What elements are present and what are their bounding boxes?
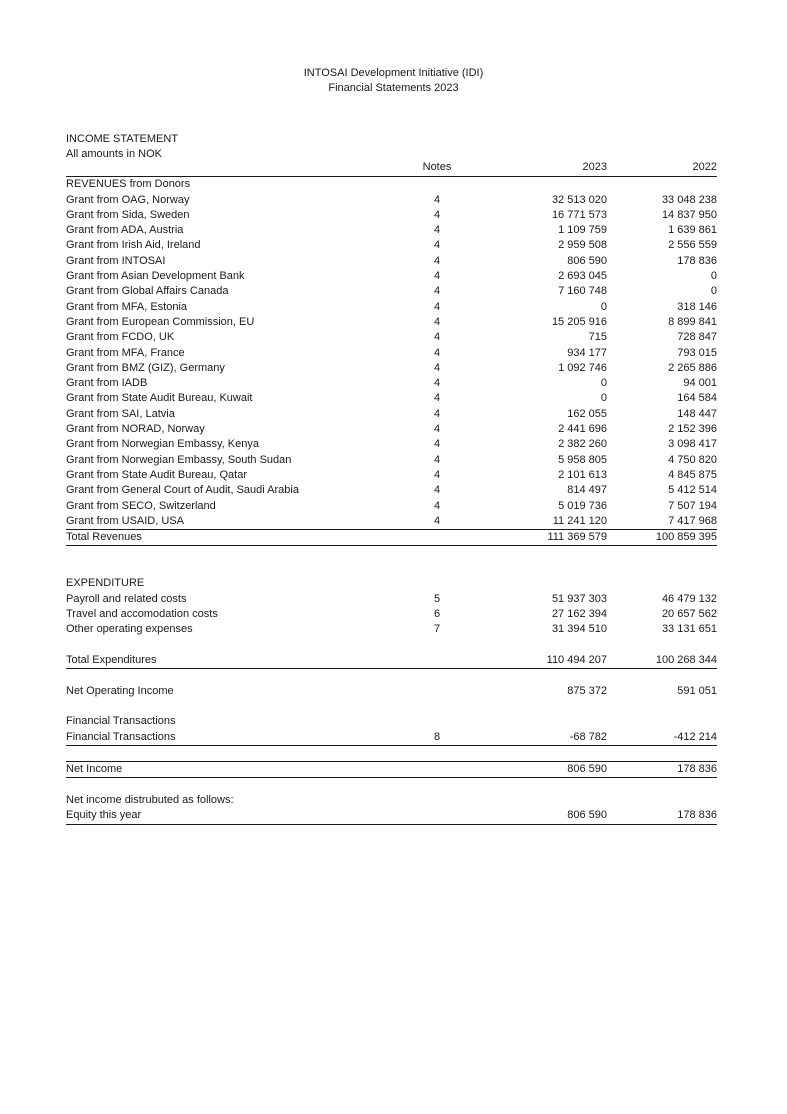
table-row <box>66 315 717 330</box>
row-value-2022: 148 447 <box>677 407 717 420</box>
financial-transactions-label: Financial Transactions <box>66 730 397 746</box>
table-row <box>66 483 717 498</box>
row-value-2023: 162 055 <box>567 407 607 420</box>
row-label: Grant from State Audit Bureau, Kuwait <box>66 392 253 405</box>
row-value-2022: 2 265 886 <box>668 361 717 374</box>
document-title-line1: INTOSAI Development Initiative (IDI) <box>303 67 484 79</box>
row-value-2022: 164 584 <box>677 392 717 405</box>
total-revenues-2023: 111 369 579 <box>477 530 607 546</box>
row-value-2022: 0 <box>710 285 717 298</box>
table-row <box>66 238 717 253</box>
row-notes: 4 <box>433 254 441 267</box>
row-notes: 4 <box>433 484 441 497</box>
row-value-2022: 1 639 861 <box>668 224 717 237</box>
table-row <box>66 269 717 284</box>
row-value-2023: 2 382 260 <box>558 438 607 451</box>
row-value-2023: 31 394 510 <box>551 623 607 636</box>
row-label: Grant from SAI, Latvia <box>66 407 175 420</box>
table-row <box>66 346 717 361</box>
row-value-2023: 5 019 736 <box>558 499 607 512</box>
row-value-2023: 0 <box>600 300 607 313</box>
table-row <box>66 361 717 376</box>
distribution-heading-row <box>66 793 717 808</box>
spacer <box>66 546 717 577</box>
row-label: Grant from USAID, USA <box>66 514 397 530</box>
table-row <box>66 453 717 468</box>
row-notes: 4 <box>433 346 441 359</box>
total-expenditures-2023: 110 494 207 <box>477 653 607 669</box>
row-label: Grant from FCDO, UK <box>66 331 175 344</box>
column-header-year-2022: 2022 <box>607 160 717 177</box>
currency-note: All amounts in NOK <box>66 148 162 160</box>
row-label: Grant from General Court of Audit, Saudi Arabia <box>66 484 299 497</box>
table-row <box>66 254 717 269</box>
row-label: Grant from Norwegian Embassy, South Sudan <box>66 453 292 466</box>
row-label: Grant from MFA, Estonia <box>66 300 188 313</box>
row-notes: 4 <box>433 300 441 313</box>
net-income-2023: 806 590 <box>477 761 607 777</box>
spacer <box>66 699 717 714</box>
row-value-2022: 14 837 950 <box>661 208 717 221</box>
spacer <box>66 638 717 653</box>
spacer <box>66 778 717 794</box>
financial-transactions-heading: Financial Transactions <box>66 715 176 728</box>
row-label: Grant from NORAD, Norway <box>66 423 205 436</box>
row-label: Travel and accomodation costs <box>66 608 218 621</box>
row-value-2023: 7 160 748 <box>558 285 607 298</box>
column-header-label <box>66 160 397 177</box>
table-row <box>66 223 717 238</box>
table-row <box>66 607 717 622</box>
row-notes: 6 <box>433 608 441 621</box>
table-row <box>66 208 717 223</box>
table-row <box>66 468 717 483</box>
total-expenditures-label: Total Expenditures <box>66 653 397 669</box>
row-value-2023: 2 101 613 <box>558 468 607 481</box>
row-notes: 4 <box>433 392 441 405</box>
row-value-2022: 793 015 <box>677 346 717 359</box>
row-notes: 4 <box>433 453 441 466</box>
row-label: Grant from Sida, Sweden <box>66 208 190 221</box>
equity-this-year-2023: 806 590 <box>477 808 607 824</box>
row-value-2023: 16 771 573 <box>551 208 607 221</box>
row-value-2022: 7 417 968 <box>607 514 717 530</box>
row-label: Grant from Global Affairs Canada <box>66 285 229 298</box>
financial-transactions-row <box>66 730 717 746</box>
row-value-2023: 934 177 <box>567 346 607 359</box>
column-header-year-2023: 2023 <box>477 160 607 177</box>
row-value-2022: 94 001 <box>683 377 717 390</box>
row-notes: 4 <box>433 285 441 298</box>
net-operating-income-row <box>66 684 717 699</box>
row-notes: 4 <box>433 224 441 237</box>
row-notes: 4 <box>433 331 441 344</box>
row-value-2022: 4 845 875 <box>668 468 717 481</box>
row-value-2023: 1 092 746 <box>558 361 607 374</box>
net-operating-income-label: Net Operating Income <box>66 684 174 697</box>
document-title <box>0 66 787 95</box>
financial-transactions-heading-row <box>66 714 717 729</box>
total-revenues-row <box>66 530 717 546</box>
row-value-2023: 0 <box>600 377 607 390</box>
row-label: Payroll and related costs <box>66 592 187 605</box>
row-label: Grant from MFA, France <box>66 346 185 359</box>
row-value-2023: 32 513 020 <box>551 193 607 206</box>
table-row <box>66 437 717 452</box>
table-row <box>66 514 717 530</box>
row-value-2023: 806 590 <box>567 254 607 267</box>
row-label: Grant from SECO, Switzerland <box>66 499 216 512</box>
financial-transactions-2023: -68 782 <box>477 730 607 746</box>
row-label: Grant from Irish Aid, Ireland <box>66 239 201 252</box>
equity-this-year-label: Equity this year <box>66 808 397 824</box>
row-label: Grant from State Audit Bureau, Qatar <box>66 468 247 481</box>
financial-transactions-2022: -412 214 <box>607 730 717 746</box>
row-value-2022: 7 507 194 <box>668 499 717 512</box>
financial-transactions-notes: 8 <box>397 730 477 746</box>
row-notes: 4 <box>433 315 441 328</box>
row-value-2022: 728 847 <box>677 331 717 344</box>
row-label: Grant from OAG, Norway <box>66 193 190 206</box>
row-value-2023: 1 109 759 <box>558 224 607 237</box>
table-header-row <box>66 160 717 177</box>
total-expenditures-2022: 100 268 344 <box>607 653 717 669</box>
row-label: Grant from Norwegian Embassy, Kenya <box>66 438 259 451</box>
row-value-2022: 46 479 132 <box>661 592 717 605</box>
revenues-heading-row <box>66 177 717 193</box>
row-notes: 4 <box>433 208 441 221</box>
table-row <box>66 592 717 607</box>
spacer <box>66 668 717 684</box>
equity-this-year-row <box>66 808 717 824</box>
row-label: Grant from IADB <box>66 377 148 390</box>
equity-this-year-notes <box>397 808 477 824</box>
row-notes: 4 <box>433 193 441 206</box>
total-expenditures-notes <box>397 653 477 669</box>
row-value-2023: 15 205 916 <box>551 315 607 328</box>
row-value-2022: 4 750 820 <box>668 453 717 466</box>
equity-this-year-2022: 178 836 <box>607 808 717 824</box>
expenditure-heading: EXPENDITURE <box>66 577 145 590</box>
row-value-2022: 2 152 396 <box>668 423 717 436</box>
income-statement-table <box>66 160 717 825</box>
row-value-2022: 8 899 841 <box>668 315 717 328</box>
row-notes: 5 <box>433 592 441 605</box>
statement-title: INCOME STATEMENT <box>66 133 179 145</box>
net-operating-income-2022: 591 051 <box>677 684 717 697</box>
row-notes: 4 <box>433 239 441 252</box>
row-value-2022: 178 836 <box>677 254 717 267</box>
row-value-2022: 33 131 651 <box>661 623 717 636</box>
row-label: Grant from Asian Development Bank <box>66 270 245 283</box>
table-row <box>66 193 717 208</box>
row-value-2023: 11 241 120 <box>477 514 607 530</box>
row-value-2023: 2 959 508 <box>558 239 607 252</box>
row-value-2022: 2 556 559 <box>668 239 717 252</box>
expenditure-heading-row <box>66 576 717 591</box>
row-label: Other operating expenses <box>66 623 193 636</box>
row-value-2022: 0 <box>710 270 717 283</box>
row-value-2023: 715 <box>588 331 607 344</box>
table-row <box>66 330 717 345</box>
row-value-2023: 5 958 805 <box>558 453 607 466</box>
row-notes: 4 <box>433 270 441 283</box>
row-notes: 4 <box>433 407 441 420</box>
table-row <box>66 499 717 514</box>
row-label: Grant from European Commission, EU <box>66 315 255 328</box>
row-value-2022: 3 098 417 <box>668 438 717 451</box>
column-header-notes: Notes <box>397 160 477 177</box>
net-operating-income-2023: 875 372 <box>567 684 607 697</box>
distribution-heading: Net income distrubuted as follows: <box>66 794 234 807</box>
row-label: Grant from INTOSAI <box>66 254 166 267</box>
net-income-notes <box>397 761 477 777</box>
row-value-2023: 51 937 303 <box>551 592 607 605</box>
net-income-label: Net Income <box>66 761 397 777</box>
total-revenues-notes <box>397 530 477 546</box>
spacer <box>66 745 717 761</box>
row-notes: 7 <box>433 623 441 636</box>
net-operating-income-notes <box>397 684 477 699</box>
total-revenues-label: Total Revenues <box>66 530 397 546</box>
revenues-heading: REVENUES from Donors <box>66 178 191 191</box>
table-row <box>66 622 717 637</box>
row-value-2022: 33 048 238 <box>661 193 717 206</box>
row-notes: 4 <box>433 423 441 436</box>
table-row <box>66 407 717 422</box>
net-income-2022: 178 836 <box>607 761 717 777</box>
row-notes: 4 <box>397 514 477 530</box>
row-notes: 4 <box>433 377 441 390</box>
row-notes: 4 <box>433 468 441 481</box>
table-row <box>66 284 717 299</box>
net-income-row <box>66 761 717 777</box>
row-value-2023: 2 441 696 <box>558 423 607 436</box>
row-label: Grant from ADA, Austria <box>66 224 184 237</box>
row-value-2023: 2 693 045 <box>558 270 607 283</box>
row-value-2022: 20 657 562 <box>661 608 717 621</box>
table-row <box>66 391 717 406</box>
row-value-2022: 5 412 514 <box>668 484 717 497</box>
row-label: Grant from BMZ (GIZ), Germany <box>66 361 225 374</box>
total-expenditures-row <box>66 653 717 669</box>
row-value-2023: 27 162 394 <box>551 608 607 621</box>
row-value-2022: 318 146 <box>677 300 717 313</box>
row-notes: 4 <box>433 499 441 512</box>
table-row <box>66 300 717 315</box>
row-value-2023: 814 497 <box>567 484 607 497</box>
row-value-2023: 0 <box>600 392 607 405</box>
document-title-line2: Financial Statements 2023 <box>328 81 459 94</box>
row-notes: 4 <box>433 438 441 451</box>
table-row <box>66 422 717 437</box>
total-revenues-2022: 100 859 395 <box>607 530 717 546</box>
row-notes: 4 <box>433 361 441 374</box>
table-row <box>66 376 717 391</box>
